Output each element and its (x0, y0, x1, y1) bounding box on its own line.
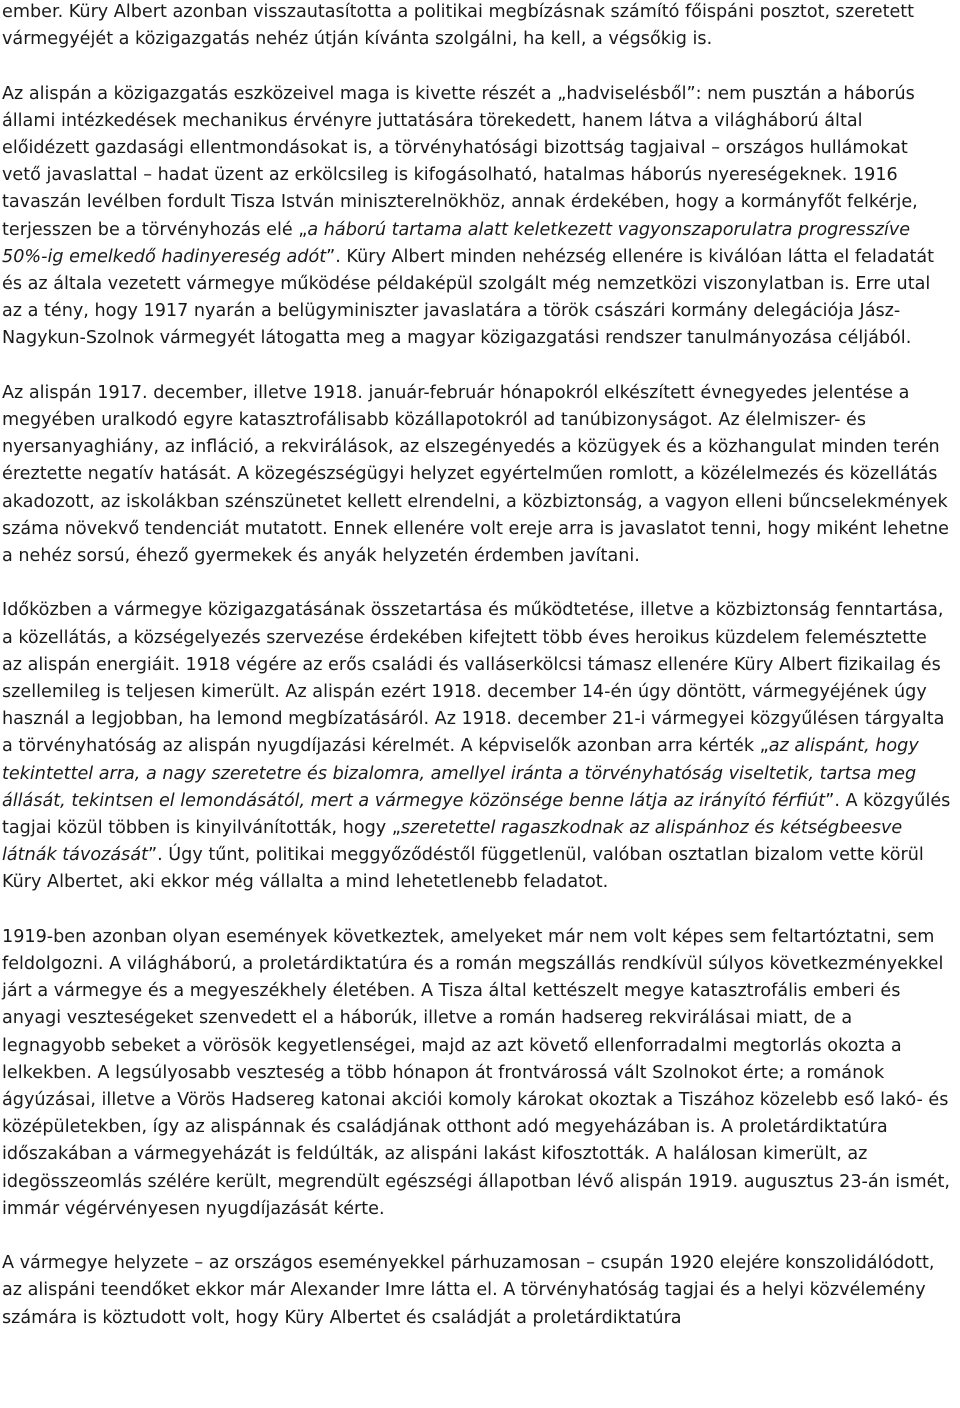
paragraph-text: A vármegye helyzete – az országos eseményekkel párhuzamosan – csupán 1920 elejére konszolidálódott, az alispáni teendőket ekkor már Alexander Imre látta el. A törvényhatóság tagjai és a helyi közvélemény számára is köztudott volt, hogy Küry Albertet és családját a proletárdiktatúra (2, 1253, 935, 1328)
paragraph-5 (2, 924, 952, 1223)
paragraph-text: ”. Úgy tűnt, politikai meggyőződéstől függetlenül, valóban osztatlan bizalom vette körül Küry Albertet, aki ekkor még vállalta a mind lehetetlenebb feladatot. (2, 845, 924, 893)
paragraph-2 (2, 81, 952, 353)
paragraph-6 (2, 1250, 952, 1332)
paragraph-text: 1919-ben azonban olyan események következtek, amelyeket már nem volt képes sem feltartóztatni, sem feldolgozni. A világháború, a proletárdiktatúra és a román megszállás rendkívül súlyos következményekkel járt a vármegye és a megyeszékhely életében. A Tisza által kettészelt megye katasztrofális emberi és anyagi veszteségeket szenvedett el a háborúk, illetve a román hadsereg rekvirálásai miatt, de a legnagyobb sebeket a vörösök kegyetlenségei, majd az azt követő ellenforradalmi megtorlás okozta a lelkekben. A legsúlyosabb veszteség a több hónapon át frontvárossá vált Szolnokot érte; a románok ágyúzásai, illetve a Vörös Hadsereg katonai akciói komoly károkat okoztak a Tiszához közelebb eső lakó- és középületekben, így az alispánnak és családjának otthont adó megyeházában is. A proletárdiktatúra időszakában a vármegyeházát is feldúlták, az alispáni lakást kifosztották. A halálosan kimerült, az idegösszeomlás szélére került, megrendült egészségi állapotban lévő alispán 1919. augusztus 23-án ismét, immár végérvényesen nyugdíjazását kérte. (2, 926, 950, 1219)
paragraph-text: Az alispán a közigazgatás eszközeivel maga is kivette részét a „hadviselésből”: nem pusztán a háborús állami intézkedések mechanikus érvényre juttatására törekedett, hanem látva a világháború által előidézett gazdasági ellentmondásokat is, a törvényhatósági bizottság tagjaival – országos hullámokat vető javaslattal – hadat üzent az erkölcsileg is kifogásolható, hatalmas háborús nyereségeknek. 1916 tavaszán levélben fordult Tisza István miniszterelnökhöz, annak érdekében, hogy a kormányfőt felkérje, terjesszen be a törvényhozás elé „ (2, 83, 918, 240)
paragraph-4 (2, 597, 952, 896)
paragraph-text: ”. A közgyűlés tagjai közül többen is kinyilvánították, hogy „ (2, 790, 951, 839)
quote-italic: a háború tartama alatt keletkezett vagyonszaporulatra progresszíve 50%-ig emelkedő hadinyereség adót (2, 219, 911, 267)
paragraph-3 (2, 380, 952, 570)
paragraph-1 (2, 0, 952, 53)
quote-italic: az alispánt, hogy tekintettel arra, a nagy szeretetre és bizalomra, amellyel iránta a törvényhatóság viseltetik, tartsa meg állását, tekintsen el lemondásától, mert a vármegye közönsége benne látja az irányító férfiút (2, 736, 919, 811)
paragraph-text: ”. Küry Albert minden nehézség ellenére is kiválóan látta el feladatát és az általa vezetett vármegye működése példaképül szolgált még nemzetközi viszonylatban is. Erre utal az a tény, hogy 1917 nyarán a belügyminiszter javaslatára a török császári kormány delegációja Jász-Nagykun-Szolnok vármegyét látogatta meg a magyar közigazgatási rendszer tanulmányozása céljából. (2, 246, 935, 349)
paragraph-text: Időközben a vármegye közigazgatásának összetartása és működtetése, illetve a közbiztonság fenntartása, a közellátás, a községelyezés szervezése érdekében kifejtett több éves heroikus küzdelem felemésztette az alispán energiáit. 1918 végére az erős családi és valláserkölcsi támasz ellenére Küry Albert fizikailag és szellemileg is teljesen kimerült. Az alispán ezért 1918. december 14-én úgy döntött, vármegyéjének úgy használ a legjobban, ha lemond megbízatásáról. Az 1918. december 21-i vármegyei közgyűlésen tárgyalta a törvényhatóság az alispán nyugdíjazási kérelmét. A képviselők azonban arra kérték „ (2, 600, 945, 757)
paragraph-text: Az alispán 1917. december, illetve 1918. január-február hónapokról elkészített évnegyedes jelentése a megyében uralkodó egyre katasztrofálisabb közállapotokról ad tanúbizonyságot. Az élelmiszer- és nyersanyaghiány, az infláció, a rekvirálások, az elszegényedés a közügyek és a közhangulat minden terén éreztette negatív hatását. A közegészségügyi helyzet egyértelműen romlott, a közélelmezés és közellátás akadozott, az iskolákban szénszünetet kellett elrendelni, a közbiztonság, a vagyon elleni bűncselekmények száma növekvő tendenciát mutatott. Ennek ellenére volt ereje arra is javaslatot tenni, hogy miként lehetne a nehéz sorsú, éhező gyermekek és anyák helyzetén érdemben javítani. (2, 382, 949, 567)
paragraph-text: ember. Küry Albert azonban visszautasította a politikai megbízásnak számító főispáni posztot, szeretett vármegyéjét a közigazgatás nehéz útján kívánta szolgálni, ha kell, a végsőkig is. (2, 2, 915, 50)
quote-italic: szeretettel ragaszkodnak az alispánhoz és kétségbeesve látnák távozását (2, 818, 903, 866)
